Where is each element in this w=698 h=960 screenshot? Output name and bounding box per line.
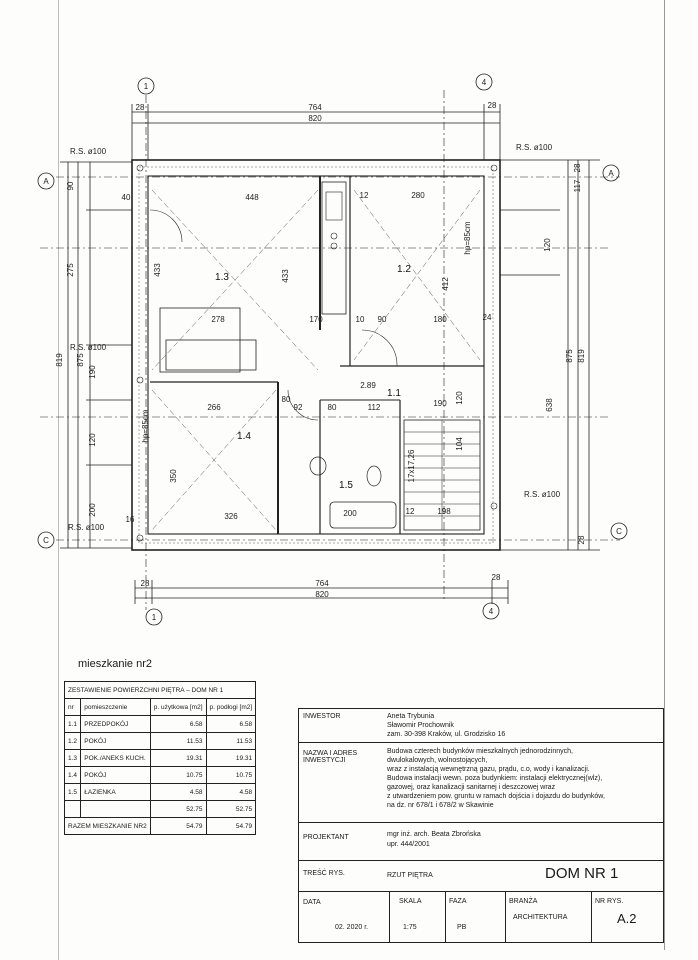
room-1-3: 1.3 — [215, 272, 229, 283]
tb-branch-label: BRANŻA — [509, 898, 538, 905]
tb-designer-licence: upr. 444/2001 — [387, 841, 430, 848]
row-floor: 19.31 — [206, 750, 256, 767]
dim-inner-180: 180 — [433, 315, 447, 324]
tb-project-line: na dz. nr 678/1 i 678/2 w Skawinie — [387, 802, 494, 809]
total-floor: 54.79 — [206, 818, 256, 835]
row-nr: 1.5 — [65, 784, 81, 801]
dim-inner-198: 198 — [437, 507, 451, 516]
axis-label-1-top: 1 — [143, 82, 149, 91]
row-usable: 11.53 — [150, 733, 206, 750]
dim-inner-12a: 12 — [359, 191, 369, 200]
room-1-4: 1.4 — [237, 431, 251, 442]
tb-project-row — [299, 742, 663, 823]
row-usable: 4.58 — [150, 784, 206, 801]
dim-window-hp-right: hp=85cm — [463, 221, 472, 255]
tb-project-line: wraz z instalacją wewnętrzną gazu, prądu, c.o, wody i kanalizacji. — [387, 766, 590, 773]
dim-left-275: 275 — [66, 263, 75, 277]
tb-investor-name2: Sławomir Prochownik — [387, 722, 454, 729]
tb-branch-value: ARCHITEKTURA — [513, 914, 568, 921]
tb-designer-label: PROJEKTANT — [303, 834, 349, 841]
col-nr: nr — [65, 699, 81, 716]
axis-label-a-left: A — [43, 177, 49, 186]
subtotal-floor: 52.75 — [206, 801, 256, 818]
tb-designer-name: mgr inż. arch. Beata Zbrońska — [387, 831, 481, 838]
dim-right-875: 875 — [565, 349, 574, 363]
tb-date-value: 02. 2020 r. — [335, 924, 369, 931]
rs-label-mid-left: R.S. ø100 — [70, 343, 107, 352]
tb-project-line: Budowa czterech budynków mieszkalnych jednorodzinnych, — [387, 748, 573, 755]
dim-left-875: 875 — [76, 353, 85, 367]
room-1-1: 1.1 — [387, 388, 401, 399]
dim-inner-80b: 80 — [327, 403, 337, 412]
dim-inner-170: 170 — [309, 315, 323, 324]
dim-bottom-820: 820 — [315, 590, 329, 599]
rs-label-bottom-right: R.S. ø100 — [524, 490, 561, 499]
dim-inner-16: 16 — [125, 515, 135, 524]
tb-sheet-number: A.2 — [617, 911, 637, 926]
tb-project-line: gazowej, oraz kanalizacji sanitarnej i deszczowej wraz — [387, 784, 556, 791]
dim-bottom-764: 764 — [315, 579, 329, 588]
room-1-2: 1.2 — [397, 264, 411, 275]
dim-right-120: 120 — [543, 238, 552, 252]
dim-top-820: 820 — [308, 114, 322, 123]
tb-scale-value: 1:75 — [403, 924, 417, 931]
axis-label-a-right: A — [608, 169, 614, 178]
table-row — [65, 784, 256, 801]
dim-left-200: 200 — [88, 503, 97, 517]
area-table — [64, 681, 256, 835]
tb-investor-row — [299, 709, 663, 743]
axis-label-1-bottom: 1 — [151, 613, 157, 622]
row-name: ŁAZIENKA — [81, 784, 150, 801]
area-table-title: ZESTAWIENIE POWIERZCHNI PIĘTRA – DOM NR 1 — [65, 682, 256, 699]
row-nr: 1.4 — [65, 767, 81, 784]
tb-investor-label: INWESTOR — [303, 713, 341, 720]
row-floor: 11.53 — [206, 733, 256, 750]
dim-inner-112: 112 — [367, 403, 381, 412]
table-row — [65, 750, 256, 767]
row-name: PRZEDPOKÓJ — [81, 716, 150, 733]
dim-top-764: 764 — [308, 103, 322, 112]
rs-label-top-left: R.S. ø100 — [70, 147, 107, 156]
dim-inner-433b: 433 — [153, 263, 162, 277]
row-nr: 1.1 — [65, 716, 81, 733]
tb-drawing-label: TREŚĆ RYS. — [303, 870, 345, 877]
dim-top-28-right: 28 — [487, 101, 497, 110]
dim-inner-278: 278 — [211, 315, 225, 324]
dim-right-819: 819 — [577, 349, 586, 363]
row-usable: 19.31 — [150, 750, 206, 767]
tb-investor-address: zam. 30-398 Kraków, ul. Grodzisko 16 — [387, 731, 506, 738]
dim-inner-120: 120 — [455, 391, 464, 405]
dim-inner-104: 104 — [455, 437, 464, 451]
axis-label-c-left: C — [43, 536, 49, 545]
dim-left-190: 190 — [88, 365, 97, 379]
subtotal-row — [65, 801, 256, 818]
dim-top-28-left: 28 — [135, 103, 145, 112]
row-floor: 4.58 — [206, 784, 256, 801]
tb-investor-name: Aneta Trybunia — [387, 713, 435, 720]
table-row — [65, 767, 256, 784]
room-1-5: 1.5 — [339, 480, 353, 491]
row-nr: 1.2 — [65, 733, 81, 750]
dim-inner-448: 448 — [245, 193, 259, 202]
tb-project-line: z utwardzeniem pow. gruntu w ramach dojścia i dojazdu do budynków, — [387, 793, 605, 800]
subtotal-usable: 52.75 — [150, 801, 206, 818]
dim-left-90: 90 — [66, 181, 75, 191]
col-floor: p. podłogi [m2] — [206, 699, 256, 716]
stair-dims: 17x17,26 — [407, 449, 416, 483]
dim-inner-200: 200 — [343, 509, 357, 518]
dim-inner-412: 412 — [441, 277, 450, 291]
tb-project-line: Budowa instalacji wewn. poza budynkiem: instalacji elektrycznej(wlz), — [387, 775, 603, 782]
col-room: pomieszczenie — [81, 699, 150, 716]
table-row — [65, 733, 256, 750]
tb-date-label: DATA — [303, 899, 321, 906]
row-nr: 1.3 — [65, 750, 81, 767]
dim-right-28-top: 28 — [573, 163, 582, 173]
rs-label-bottom-left: R.S. ø100 — [68, 523, 105, 532]
dim-right-117: 117 — [573, 179, 582, 193]
dim-right-28-bottom: 28 — [577, 535, 586, 545]
dim-window-hp-left: hp=85cm — [141, 409, 150, 443]
axis-label-4-top: 4 — [481, 78, 487, 87]
axis-label-c-right: C — [616, 527, 622, 536]
dim-right-638: 638 — [545, 398, 554, 412]
dim-inner-326: 326 — [224, 512, 238, 521]
dim-bottom-28-right: 28 — [491, 573, 501, 582]
row-usable: 10.75 — [150, 767, 206, 784]
row-floor: 10.75 — [206, 767, 256, 784]
tb-sheet-label: NR RYS. — [595, 898, 624, 905]
dim-inner-190: 190 — [433, 399, 447, 408]
dim-left-120: 120 — [88, 433, 97, 447]
tb-project-label: NAZWA I ADRES INWESTYCJI — [303, 750, 358, 764]
dim-inner-280: 280 — [411, 191, 425, 200]
apartment-title: mieszkanie nr2 — [78, 658, 152, 670]
tb-house-number: DOM NR 1 — [545, 865, 619, 882]
tb-scale-label: SKALA — [399, 898, 422, 905]
tb-meta-row — [299, 891, 663, 942]
dim-inner-350: 350 — [169, 469, 178, 483]
title-block — [298, 708, 664, 943]
table-row — [65, 716, 256, 733]
dim-left-819: 819 — [55, 353, 64, 367]
dim-inner-12c: 12 — [405, 507, 415, 516]
row-floor: 6.58 — [206, 716, 256, 733]
dim-inner-80: 80 — [281, 395, 291, 404]
axis-label-4-bottom: 4 — [488, 607, 494, 616]
dim-inner-10: 10 — [355, 315, 365, 324]
tb-phase-label: FAZA — [449, 898, 467, 905]
rs-label-top-right: R.S. ø100 — [516, 143, 553, 152]
tb-drawing-row — [299, 860, 663, 892]
total-label: RAZEM MIESZKANIE NR2 — [65, 818, 151, 835]
row-usable: 6.58 — [150, 716, 206, 733]
dim-inner-266: 266 — [207, 403, 221, 412]
total-row — [65, 818, 256, 835]
col-usable: p. użytkowa [m2] — [150, 699, 206, 716]
tb-project-line: dwulokalowych, wolnostojących, — [387, 757, 488, 764]
dim-bottom-28-left: 28 — [140, 579, 150, 588]
tb-phase-value: PB — [457, 924, 467, 931]
dim-inner-90: 90 — [377, 315, 387, 324]
dim-inner-92: 92 — [293, 403, 303, 412]
total-usable: 54.79 — [150, 818, 206, 835]
dim-inner-289: 2.89 — [360, 381, 376, 390]
tb-designer-row — [299, 822, 663, 861]
dim-inner-40: 40 — [121, 193, 131, 202]
dim-inner-433: 433 — [281, 269, 290, 283]
row-name: POKÓJ — [81, 767, 150, 784]
row-name: POKÓJ — [81, 733, 150, 750]
tb-drawing-name: RZUT PIĘTRA — [387, 872, 433, 879]
row-name: POK./ANEKS KUCH. — [81, 750, 150, 767]
dim-inner-24: 24 — [482, 313, 492, 322]
